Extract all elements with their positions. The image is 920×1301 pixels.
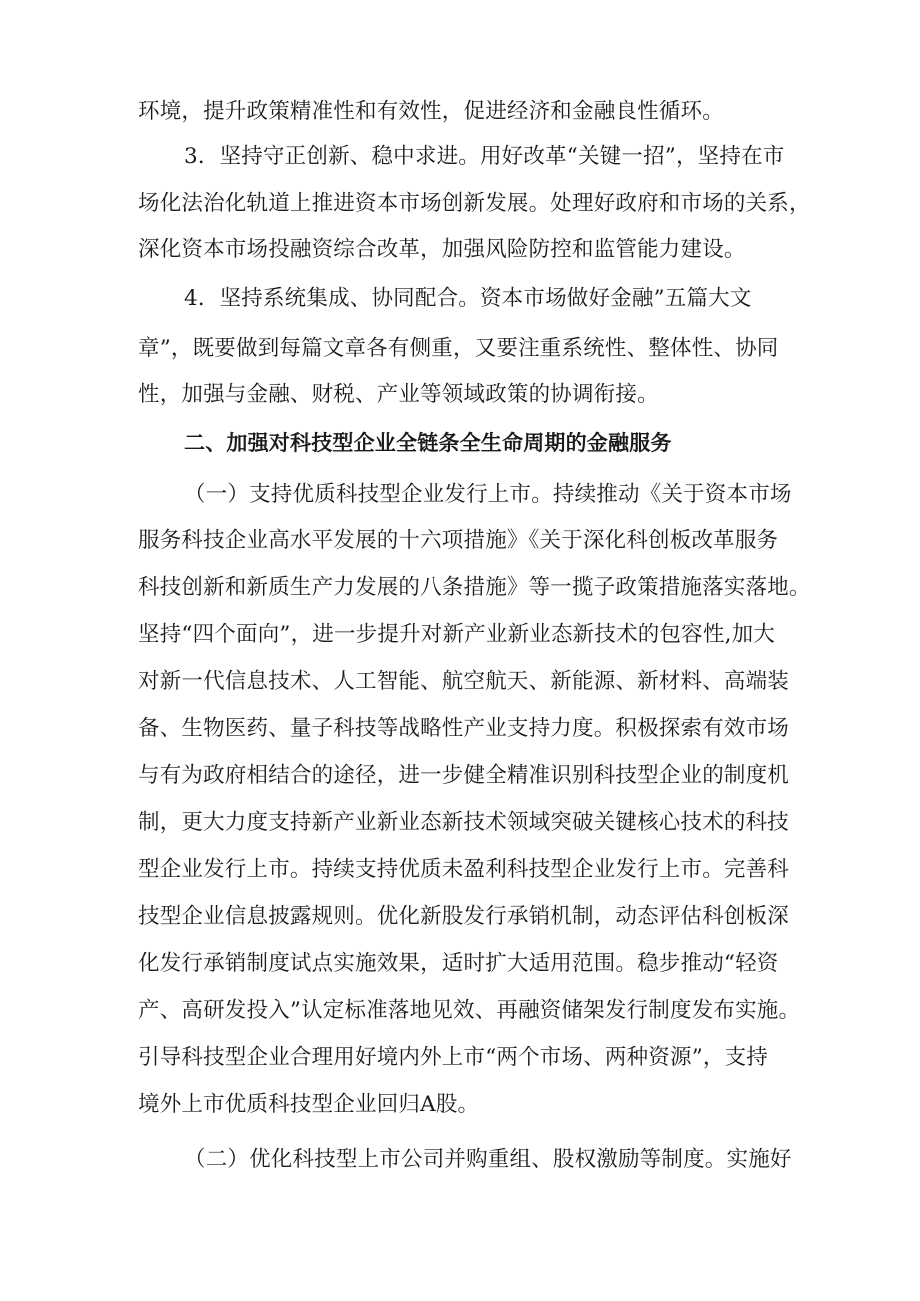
paragraph-line: 章”，既要做到每篇文章各有侧重，又要注重系统性、整体性、协同 [138,336,779,361]
paragraph-line: 环境，提升政策精准性和有效性，促进经济和金融良性循环。 [138,99,724,124]
paragraph-line: 与有为政府相结合的途径，进一步健全精准识别科技型企业的制度机 [138,763,790,788]
paragraph-line: 4．坚持系统集成、协同配合。资本市场做好金融”五篇大文 [184,286,752,311]
paragraph-line: 3．坚持守正创新、稳中求进。用好改革“关键一招”，坚持在市 [184,144,785,169]
paragraph-line: （二）优化科技型上市公司并购重组、股权激励等制度。实施好 [184,1147,792,1172]
paragraph-line: （一）支持优质科技型企业发行上市。持续推动《关于资本市场 [184,482,792,507]
paragraph-line: 场化法治化轨道上推进资本市场创新发展。处理好政府和市场的关系， [138,191,811,216]
paragraph-line: 科技创新和新质生产力发展的八条措施》等一揽子政策措施落实落地。 [138,575,811,600]
paragraph-line: 技型企业信息披露规则。优化新股发行承销机制，动态评估科创板深 [138,904,790,929]
paragraph-line: 对新一代信息技术、人工智能、航空航天、新能源、新材料、高端装 [138,669,790,694]
paragraph-line: 制，更大力度支持新产业新业态新技术领域突破关键核心技术的科技 [138,810,790,835]
paragraph-line: 境外上市优质科技型企业回归A股。 [138,1092,480,1117]
paragraph-line: 产、高研发投入”认定标准落地见效、再融资储架发行制度发布实施。 [138,998,801,1023]
paragraph-line: 坚持“四个面向”，进一步提升对新产业新业态新技术的包容性,加大 [138,622,776,647]
section-heading: 二、加强对科技型企业全链条全生命周期的金融服务 [184,431,672,455]
paragraph-line: 服务科技企业高水平发展的十六项措施》《关于深化科创板改革服务 [138,528,779,553]
paragraph-line: 备、生物医药、量子科技等战略性产业支持力度。积极探索有效市场 [138,716,790,741]
paragraph-line: 化发行承销制度试点实施效果，适时扩大适用范围。稳步推动“轻资 [138,951,779,976]
paragraph-line: 深化资本市场投融资综合改革，加强风险防控和监管能力建设。 [138,237,746,262]
paragraph-line: 性，加强与金融、财税、产业等领域政策的协调衔接。 [138,382,659,407]
paragraph-line: 引导科技型企业合理用好境内外上市“两个市场、两种资源”，支持 [138,1045,768,1070]
paragraph-line: 型企业发行上市。持续支持优质未盈利科技型企业发行上市。完善科 [138,857,790,882]
